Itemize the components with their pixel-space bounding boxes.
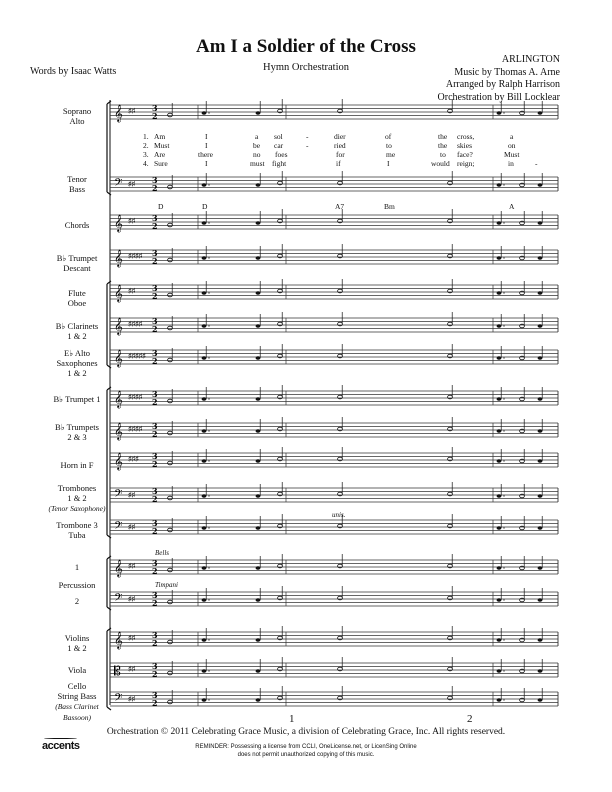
label-percussion: Percussion bbox=[58, 580, 96, 590]
label-alto-saxophones: E♭ Alto Saxophones 1 & 2 bbox=[56, 348, 98, 378]
label-viola: Viola bbox=[67, 665, 87, 675]
subtitle: Hymn Orchestration bbox=[262, 62, 350, 73]
svg-text:𝄞: 𝄞 bbox=[114, 214, 123, 232]
arranged-by: Arranged by Ralph Harrison bbox=[445, 79, 560, 90]
label-trombone-3-tuba: Trombone 3 Tuba bbox=[56, 520, 98, 540]
svg-text:♯♯: ♯♯ bbox=[128, 107, 135, 115]
svg-text:♯♯♯♯: ♯♯♯♯ bbox=[128, 393, 142, 401]
measure-number-2: 2 bbox=[467, 713, 473, 725]
svg-text:𝄡: 𝄡 bbox=[114, 664, 121, 678]
label-cello-bass: Cello String Bass (Bass Clarinet Bassoon) bbox=[55, 681, 99, 722]
svg-text:♯♯: ♯♯ bbox=[128, 491, 135, 499]
svg-text:𝄞: 𝄞 bbox=[114, 422, 123, 440]
measure-number-1: 1 bbox=[289, 713, 295, 725]
svg-text:♯♯: ♯♯ bbox=[128, 634, 135, 642]
label-horn: Horn in F bbox=[60, 460, 94, 470]
svg-text:𝄞: 𝄞 bbox=[114, 452, 123, 470]
svg-text:𝄞: 𝄞 bbox=[114, 317, 123, 335]
label-chords: Chords bbox=[64, 220, 90, 230]
label-trumpets-2-3: B♭ Trumpets 2 & 3 bbox=[55, 422, 99, 442]
label-percussion-2: 2 bbox=[74, 596, 80, 606]
label-trumpet-1: B♭ Trumpet 1 bbox=[53, 394, 101, 404]
tune-name: ARLINGTON bbox=[501, 54, 560, 65]
label-percussion-1: 1 bbox=[74, 562, 80, 572]
svg-text:𝄢: 𝄢 bbox=[114, 177, 123, 192]
svg-text:𝄢: 𝄢 bbox=[114, 592, 123, 607]
label-tenor-bass: Tenor Bass bbox=[67, 174, 87, 194]
accents-logo: accents bbox=[42, 740, 80, 752]
label-trombones-1-2: Trombones 1 & 2 (Tenor Saxophone) bbox=[48, 483, 106, 513]
svg-text:♯♯♯: ♯♯♯ bbox=[128, 455, 139, 463]
svg-text:♯♯♯♯: ♯♯♯♯ bbox=[128, 425, 142, 433]
score-staves: 32 𝄞 ♯♯ 𝄢 ♯♯ 𝄞 ♯♯ 𝄞 ♯♯♯♯ 𝄞 ♯♯ 𝄞 ♯♯♯♯ 𝄞 ♯♯♯♯♯ 𝄞 ♯♯♯♯ 𝄞 ♯♯♯♯ 𝄞 ♯♯♯ 𝄢 ♯♯ 𝄢 ♯♯ 𝄞 ♯♯ 𝄢 ♯♯ 𝄞 ♯♯ 𝄡 ♯♯ 𝄢 ♯♯ bbox=[0, 0, 612, 792]
svg-text:𝄢: 𝄢 bbox=[114, 692, 123, 707]
svg-text:♯♯: ♯♯ bbox=[128, 180, 135, 188]
music-by: Music by Thomas A. Arne bbox=[454, 66, 560, 78]
svg-text:♯♯: ♯♯ bbox=[128, 562, 135, 570]
label-trumpet-descant: B♭ Trumpet Descant bbox=[56, 253, 98, 273]
svg-text:𝄢: 𝄢 bbox=[114, 488, 123, 503]
label-flute-oboe: Flute Oboe bbox=[67, 288, 87, 308]
unis-marking: unis. bbox=[332, 511, 346, 519]
label-clarinets: B♭ Clarinets 1 & 2 bbox=[55, 321, 99, 341]
copyright-notice: Orchestration © 2011 Celebrating Grace Music, a division of Celebrating Grace, Inc. All rights reserved. bbox=[106, 727, 506, 737]
words-credit: Words by Isaac Watts bbox=[30, 66, 117, 77]
svg-text:♯♯: ♯♯ bbox=[128, 695, 135, 703]
timpani-marking: Timpani bbox=[155, 581, 178, 589]
svg-text:𝄢: 𝄢 bbox=[114, 520, 123, 535]
svg-text:𝄞: 𝄞 bbox=[114, 559, 123, 577]
orchestration-by: Orchestration by Bill Locklear bbox=[437, 91, 560, 103]
svg-text:𝄞: 𝄞 bbox=[114, 284, 123, 302]
svg-text:♯♯♯♯: ♯♯♯♯ bbox=[128, 252, 142, 260]
svg-text:♯♯: ♯♯ bbox=[128, 217, 135, 225]
svg-text:𝄞: 𝄞 bbox=[114, 104, 123, 122]
svg-text:♯♯♯♯: ♯♯♯♯ bbox=[128, 320, 142, 328]
svg-text:𝄞: 𝄞 bbox=[114, 349, 123, 367]
bells-marking: Bells bbox=[155, 549, 169, 557]
svg-text:♯♯: ♯♯ bbox=[128, 287, 135, 295]
svg-text:♯♯♯♯♯: ♯♯♯♯♯ bbox=[128, 352, 146, 360]
label-soprano-alto: Soprano Alto bbox=[62, 106, 92, 126]
label-violins: Violins 1 & 2 bbox=[64, 633, 90, 653]
svg-text:𝄞: 𝄞 bbox=[114, 249, 123, 267]
svg-text:𝄞: 𝄞 bbox=[114, 390, 123, 408]
svg-text:♯♯: ♯♯ bbox=[128, 523, 135, 531]
svg-text:♯♯: ♯♯ bbox=[128, 595, 135, 603]
svg-text:♯♯: ♯♯ bbox=[128, 665, 135, 673]
svg-text:𝄞: 𝄞 bbox=[114, 631, 123, 649]
license-reminder: REMINDER: Possessing a license from CCLI, OneLicense.net, or LicenSing Online does not permit unauthorized copying of this music. bbox=[195, 744, 417, 758]
page-title: Am I a Soldier of the Cross bbox=[196, 36, 416, 57]
